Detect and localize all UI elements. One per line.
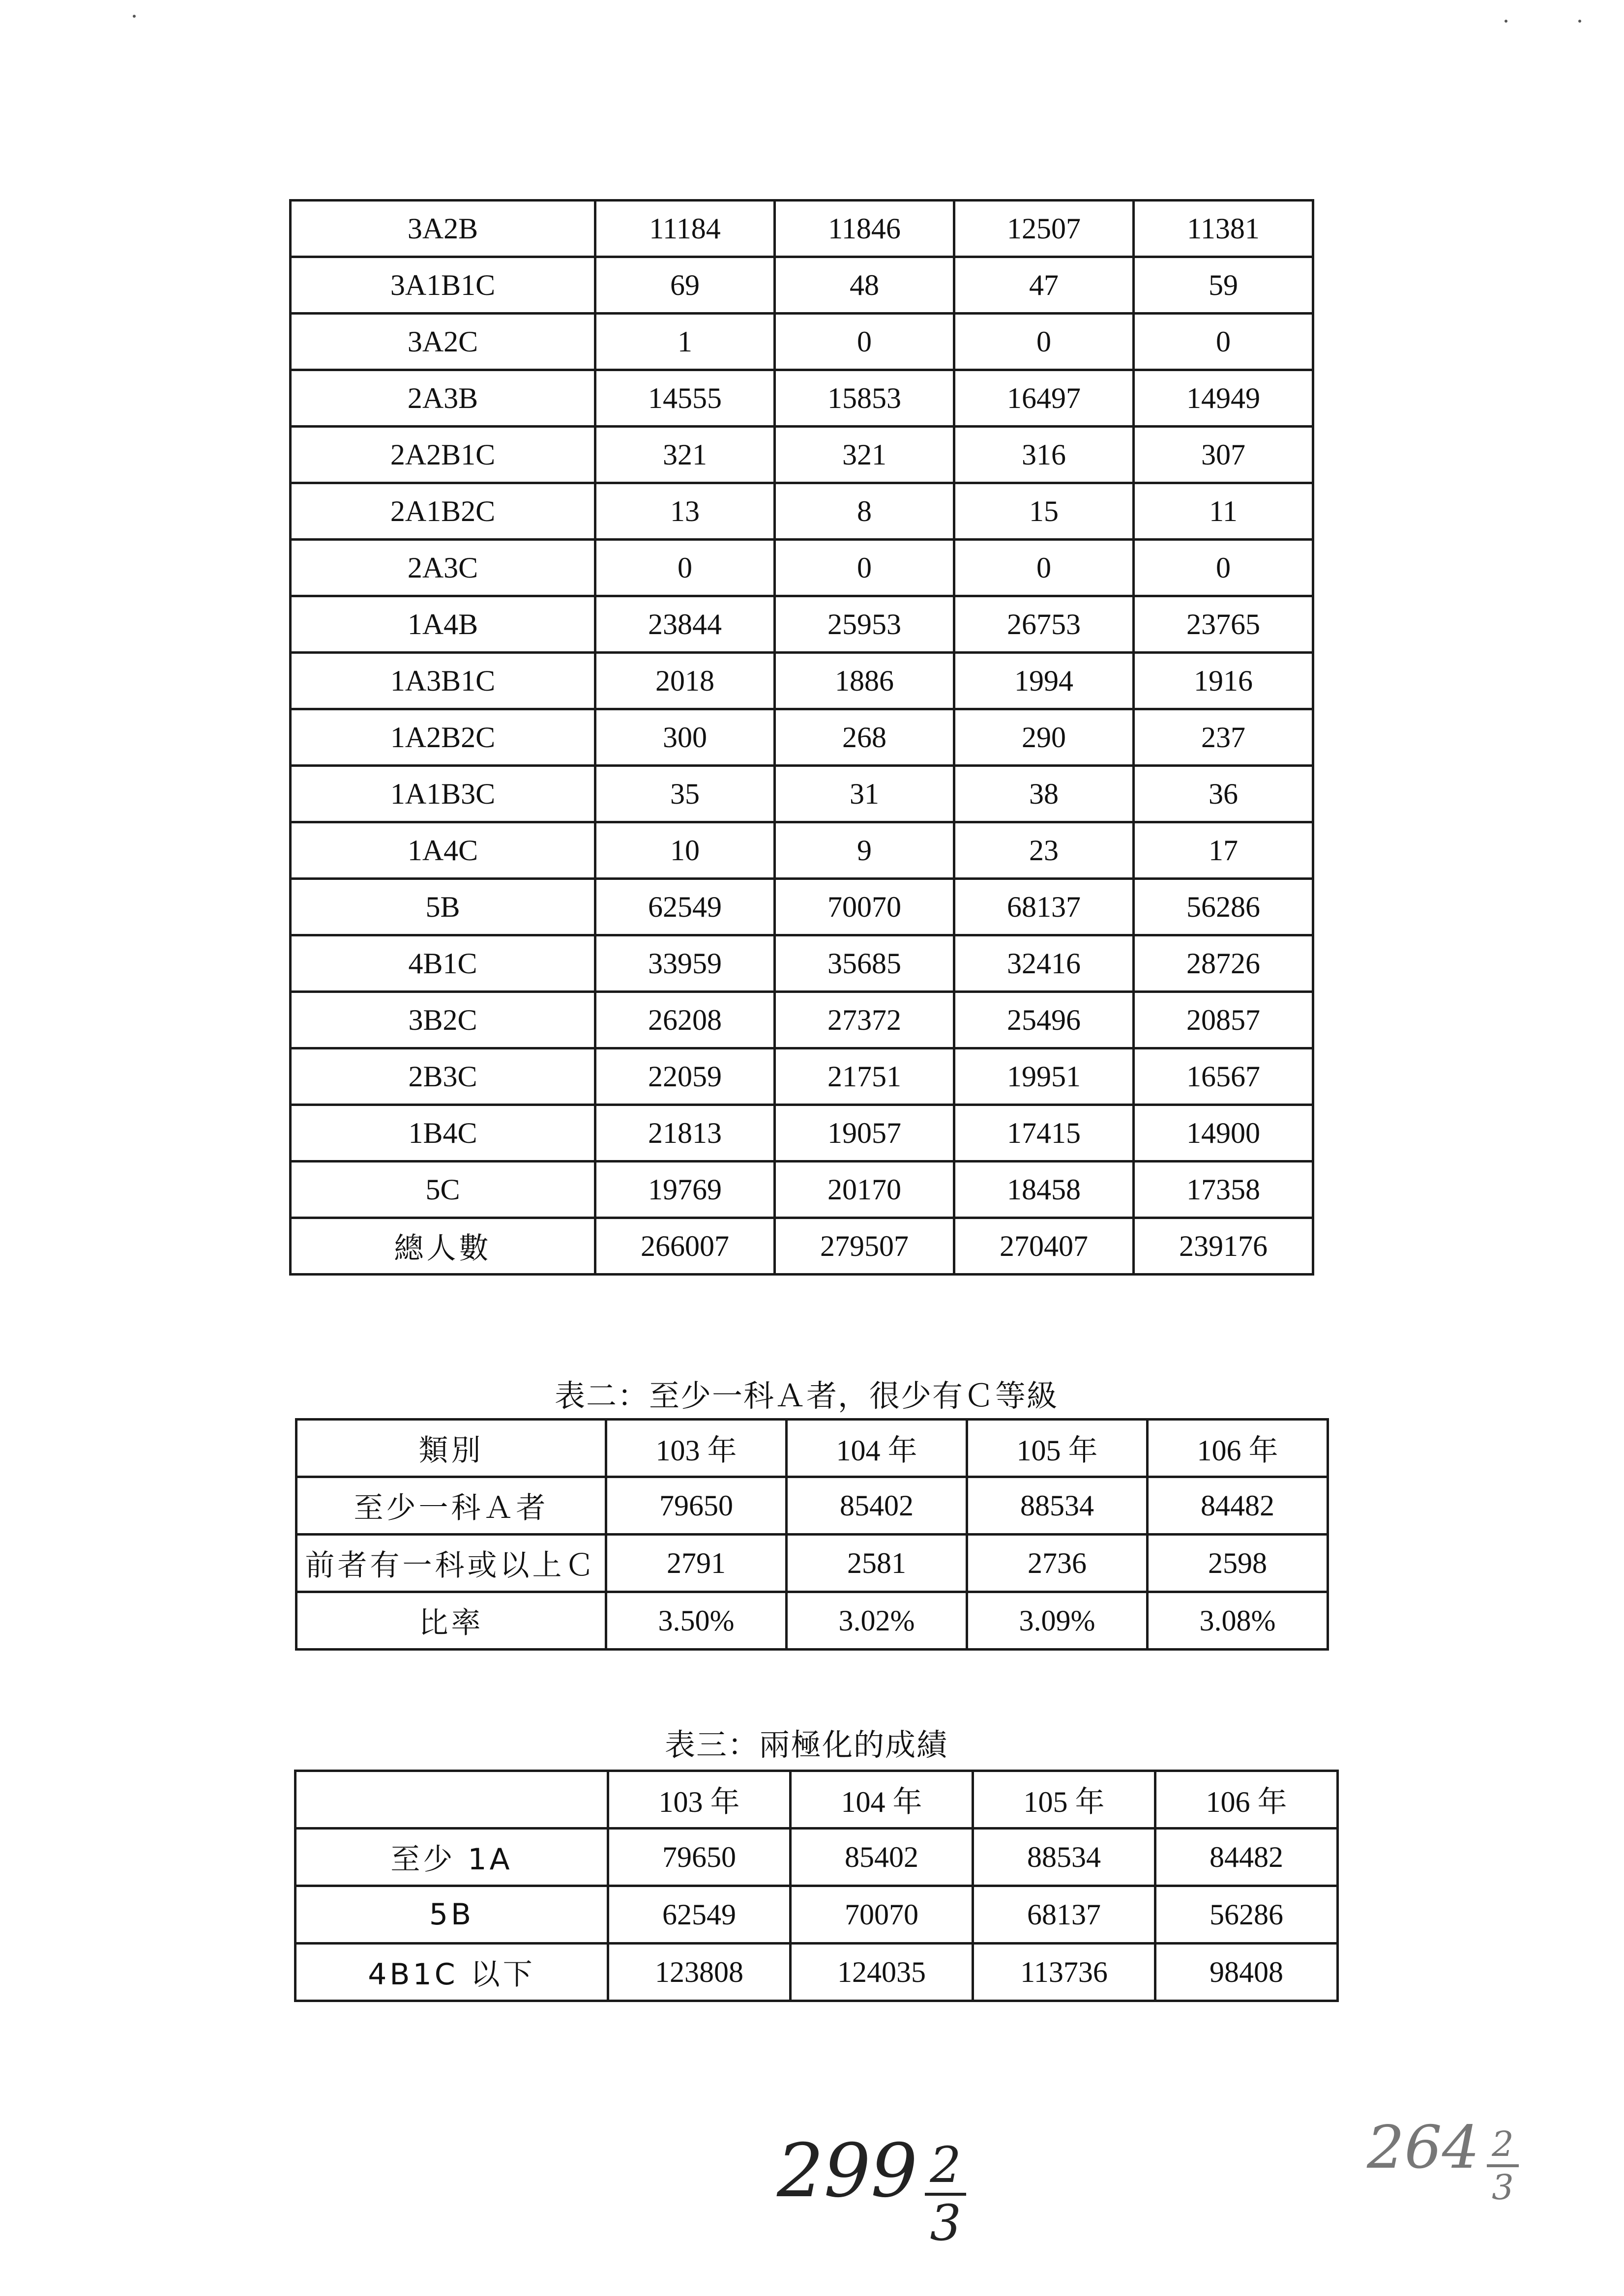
header-cell: 104 年 bbox=[787, 1420, 967, 1477]
row-label: 總人數 bbox=[291, 1218, 595, 1275]
table-cell: 0 bbox=[954, 540, 1134, 596]
row-label: 3A2C bbox=[291, 314, 595, 370]
scan-speck bbox=[1578, 20, 1581, 23]
table-cell: 21751 bbox=[775, 1048, 954, 1105]
table-cell: 79650 bbox=[608, 1829, 791, 1886]
table-cell: 62549 bbox=[608, 1886, 791, 1944]
table-cell: 62549 bbox=[595, 879, 775, 935]
table-cell: 0 bbox=[954, 314, 1134, 370]
table-cell: 48 bbox=[775, 257, 954, 314]
table-cell: 2581 bbox=[787, 1535, 967, 1592]
table-cell: 20170 bbox=[775, 1162, 954, 1218]
table-cell: 22059 bbox=[595, 1048, 775, 1105]
table-header-row bbox=[295, 1771, 1338, 1829]
table-cell: 11381 bbox=[1134, 201, 1313, 257]
table-cell: 2018 bbox=[595, 653, 775, 709]
table-cell: 23844 bbox=[595, 596, 775, 653]
table-cell: 59 bbox=[1134, 257, 1313, 314]
table-cell: 19057 bbox=[775, 1105, 954, 1162]
handwritten-page-number-secondary bbox=[1367, 2114, 1519, 2208]
table-cell: 2791 bbox=[606, 1535, 787, 1592]
row-label: 4B1C bbox=[291, 935, 595, 992]
table-cell: 14900 bbox=[1134, 1105, 1313, 1162]
table-cell: 28726 bbox=[1134, 935, 1313, 992]
table-row bbox=[291, 1048, 1313, 1105]
table-cell: 26753 bbox=[954, 596, 1134, 653]
header-cell: 103 年 bbox=[608, 1771, 791, 1829]
table-cell: 70070 bbox=[775, 879, 954, 935]
table-cell: 88534 bbox=[967, 1477, 1148, 1535]
table-cell: 113736 bbox=[973, 1944, 1155, 2001]
table-row bbox=[291, 653, 1313, 709]
table-cell: 13 bbox=[595, 483, 775, 540]
table-cell: 38 bbox=[954, 766, 1134, 822]
table-cell: 1916 bbox=[1134, 653, 1313, 709]
table-cell: 15853 bbox=[775, 370, 954, 427]
grade-distribution-table-body bbox=[291, 201, 1313, 1275]
table-row bbox=[291, 596, 1313, 653]
row-label: 1A4B bbox=[291, 596, 595, 653]
table-cell: 19769 bbox=[595, 1162, 775, 1218]
handwritten-fraction bbox=[925, 2136, 966, 2252]
table-cell: 124035 bbox=[791, 1944, 973, 2001]
table-cell: 266007 bbox=[595, 1218, 775, 1275]
table-row bbox=[291, 1105, 1313, 1162]
table-cell: 316 bbox=[954, 427, 1134, 483]
fraction-denominator: 3 bbox=[930, 2194, 962, 2252]
handwritten-number: 299 bbox=[777, 2128, 918, 2214]
table-cell: 47 bbox=[954, 257, 1134, 314]
row-label: 2B3C bbox=[291, 1048, 595, 1105]
table-cell: 0 bbox=[1134, 540, 1313, 596]
row-label: 5B bbox=[295, 1886, 608, 1944]
row-label: 3A1B1C bbox=[291, 257, 595, 314]
table-row bbox=[296, 1477, 1328, 1535]
table-row bbox=[296, 1535, 1328, 1592]
table-cell: 300 bbox=[595, 709, 775, 766]
table-cell: 79650 bbox=[606, 1477, 787, 1535]
table-cell: 14949 bbox=[1134, 370, 1313, 427]
table-cell: 32416 bbox=[954, 935, 1134, 992]
table-cell: 35 bbox=[595, 766, 775, 822]
table-cell: 0 bbox=[775, 540, 954, 596]
table-cell: 2736 bbox=[967, 1535, 1148, 1592]
table-cell: 0 bbox=[595, 540, 775, 596]
header-cell: 105 年 bbox=[967, 1420, 1148, 1477]
table-cell: 20857 bbox=[1134, 992, 1313, 1048]
table-row bbox=[291, 992, 1313, 1048]
table-cell: 270407 bbox=[954, 1218, 1134, 1275]
table-cell: 68137 bbox=[954, 879, 1134, 935]
table-cell: 3.09% bbox=[967, 1592, 1148, 1650]
table-cell: 15 bbox=[954, 483, 1134, 540]
table-cell: 1 bbox=[595, 314, 775, 370]
table-cell: 17415 bbox=[954, 1105, 1134, 1162]
table-cell: 23 bbox=[954, 822, 1134, 879]
table-cell: 26208 bbox=[595, 992, 775, 1048]
row-label: 2A2B1C bbox=[291, 427, 595, 483]
row-label: 1A4C bbox=[291, 822, 595, 879]
table2-caption: 表二：至少一科Ａ者，很少有Ｃ等級 bbox=[554, 1378, 1058, 1414]
row-label: 2A3B bbox=[291, 370, 595, 427]
fraction-denominator: 3 bbox=[1492, 2167, 1514, 2208]
table-cell: 33959 bbox=[595, 935, 775, 992]
table-cell: 23765 bbox=[1134, 596, 1313, 653]
row-label: 3B2C bbox=[291, 992, 595, 1048]
table-row bbox=[291, 201, 1313, 257]
table-cell: 307 bbox=[1134, 427, 1313, 483]
table-row bbox=[295, 1944, 1338, 2001]
table-cell: 8 bbox=[775, 483, 954, 540]
table-cell: 16567 bbox=[1134, 1048, 1313, 1105]
table-cell: 239176 bbox=[1134, 1218, 1313, 1275]
table-cell: 16497 bbox=[954, 370, 1134, 427]
table-cell: 69 bbox=[595, 257, 775, 314]
table-cell: 279507 bbox=[775, 1218, 954, 1275]
polarized-grades-table bbox=[294, 1770, 1339, 2002]
table-cell: 11184 bbox=[595, 201, 775, 257]
at-least-one-a-table bbox=[295, 1418, 1329, 1651]
row-label: 5B bbox=[291, 879, 595, 935]
table-cell: 35685 bbox=[775, 935, 954, 992]
table-cell: 85402 bbox=[787, 1477, 967, 1535]
table-row bbox=[291, 879, 1313, 935]
header-cell: 106 年 bbox=[1148, 1420, 1328, 1477]
table-row bbox=[295, 1886, 1338, 1944]
table-row bbox=[291, 709, 1313, 766]
table-cell: 0 bbox=[1134, 314, 1313, 370]
table-row bbox=[291, 935, 1313, 992]
table-cell: 85402 bbox=[791, 1829, 973, 1886]
table-row bbox=[291, 370, 1313, 427]
header-cell: 104 年 bbox=[791, 1771, 973, 1829]
row-label: 1A2B2C bbox=[291, 709, 595, 766]
row-label: 1A1B3C bbox=[291, 766, 595, 822]
table-cell: 17358 bbox=[1134, 1162, 1313, 1218]
table-row bbox=[295, 1829, 1338, 1886]
table-cell: 11 bbox=[1134, 483, 1313, 540]
table-cell: 0 bbox=[775, 314, 954, 370]
table-cell: 68137 bbox=[973, 1886, 1155, 1944]
table-cell: 1886 bbox=[775, 653, 954, 709]
table-header-row bbox=[296, 1420, 1328, 1477]
table3-caption: 表三：兩極化的成績 bbox=[664, 1727, 948, 1763]
table-row bbox=[291, 483, 1313, 540]
table-cell: 36 bbox=[1134, 766, 1313, 822]
table-row bbox=[296, 1592, 1328, 1650]
table-cell: 84482 bbox=[1155, 1829, 1338, 1886]
table-cell: 25496 bbox=[954, 992, 1134, 1048]
table-row bbox=[291, 822, 1313, 879]
scan-speck bbox=[133, 15, 136, 18]
table-cell: 10 bbox=[595, 822, 775, 879]
row-label: 至少 1A bbox=[295, 1829, 608, 1886]
handwritten-page-number bbox=[777, 2128, 966, 2252]
table-cell: 3.02% bbox=[787, 1592, 967, 1650]
table-cell: 21813 bbox=[595, 1105, 775, 1162]
table-cell: 98408 bbox=[1155, 1944, 1338, 2001]
row-label: 至少一科Ａ者 bbox=[296, 1477, 606, 1535]
table-row bbox=[291, 1218, 1313, 1275]
table-row bbox=[291, 1162, 1313, 1218]
table-cell: 70070 bbox=[791, 1886, 973, 1944]
table-row bbox=[291, 540, 1313, 596]
table-cell: 3.50% bbox=[606, 1592, 787, 1650]
table-cell: 17 bbox=[1134, 822, 1313, 879]
table-cell: 11846 bbox=[775, 201, 954, 257]
table-cell: 3.08% bbox=[1148, 1592, 1328, 1650]
grade-distribution-table bbox=[289, 199, 1314, 1276]
table-cell: 237 bbox=[1134, 709, 1313, 766]
table-cell: 56286 bbox=[1134, 879, 1313, 935]
row-label: 比率 bbox=[296, 1592, 606, 1650]
row-label: 4B1C 以下 bbox=[295, 1944, 608, 2001]
row-label: 1B4C bbox=[291, 1105, 595, 1162]
header-cell: 103 年 bbox=[606, 1420, 787, 1477]
fraction-numerator: 2 bbox=[1487, 2127, 1519, 2167]
table-cell: 9 bbox=[775, 822, 954, 879]
table-cell: 290 bbox=[954, 709, 1134, 766]
table-cell: 321 bbox=[595, 427, 775, 483]
table-row bbox=[291, 766, 1313, 822]
header-cell bbox=[295, 1771, 608, 1829]
table-cell: 88534 bbox=[973, 1829, 1155, 1886]
row-label: 2A3C bbox=[291, 540, 595, 596]
handwritten-number: 264 bbox=[1367, 2114, 1480, 2182]
row-label: 3A2B bbox=[291, 201, 595, 257]
table-cell: 19951 bbox=[954, 1048, 1134, 1105]
header-cell: 105 年 bbox=[973, 1771, 1155, 1829]
table-cell: 25953 bbox=[775, 596, 954, 653]
table-row bbox=[291, 314, 1313, 370]
fraction-numerator: 2 bbox=[925, 2141, 966, 2196]
table-cell: 27372 bbox=[775, 992, 954, 1048]
handwritten-fraction bbox=[1487, 2123, 1519, 2208]
table-cell: 31 bbox=[775, 766, 954, 822]
table-cell: 123808 bbox=[608, 1944, 791, 2001]
table-cell: 2598 bbox=[1148, 1535, 1328, 1592]
table-cell: 12507 bbox=[954, 201, 1134, 257]
row-label: 5C bbox=[291, 1162, 595, 1218]
table-cell: 14555 bbox=[595, 370, 775, 427]
header-cell: 106 年 bbox=[1155, 1771, 1338, 1829]
table-row bbox=[291, 257, 1313, 314]
table-cell: 18458 bbox=[954, 1162, 1134, 1218]
row-label: 前者有一科或以上Ｃ bbox=[296, 1535, 606, 1592]
header-cell: 類別 bbox=[296, 1420, 606, 1477]
table-cell: 84482 bbox=[1148, 1477, 1328, 1535]
table-row bbox=[291, 427, 1313, 483]
table-cell: 321 bbox=[775, 427, 954, 483]
row-label: 1A3B1C bbox=[291, 653, 595, 709]
table-cell: 56286 bbox=[1155, 1886, 1338, 1944]
row-label: 2A1B2C bbox=[291, 483, 595, 540]
scan-speck bbox=[1505, 20, 1507, 23]
table-cell: 268 bbox=[775, 709, 954, 766]
table-cell: 1994 bbox=[954, 653, 1134, 709]
